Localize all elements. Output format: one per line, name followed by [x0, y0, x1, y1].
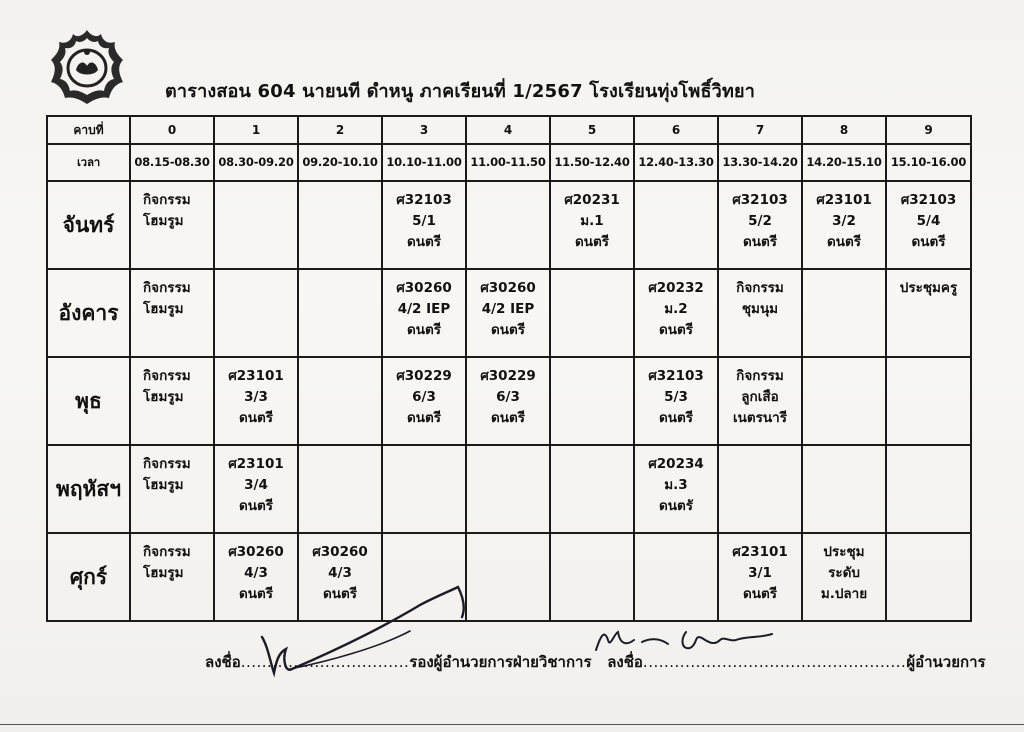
day-name: พฤหัสฯ: [47, 445, 130, 533]
period-number-5: 5: [550, 116, 634, 144]
period-number-8: 8: [802, 116, 886, 144]
cell-line: 4/2 IEP: [481, 301, 535, 317]
cell-line: กิจกรรม: [143, 456, 191, 472]
cell-line: ชุมนุม: [741, 301, 779, 317]
period-time-3: 10.10-11.00: [382, 144, 466, 181]
day-row: [47, 269, 971, 357]
schedule-table: [46, 115, 972, 622]
schedule-cell: [298, 269, 382, 357]
schedule-cell: [550, 269, 634, 357]
schedule-cell: [466, 445, 550, 533]
cell-line: โฮมรูม: [143, 213, 184, 229]
period-time-7: 13.30-14.20: [718, 144, 802, 181]
schedule-cell: [802, 269, 886, 357]
schedule-cell: [466, 357, 550, 445]
schedule-cell: [886, 181, 971, 269]
cell-line: 5/3: [664, 389, 688, 405]
cell-line: เนตรนารี: [733, 410, 787, 426]
schedule-cell: [634, 357, 718, 445]
day-name: อังคาร: [47, 269, 130, 357]
cell-line: 3/3: [244, 389, 268, 405]
cell-line: 3/2: [832, 213, 856, 229]
schedule-cell: [718, 445, 802, 533]
cell-line: ศ23101: [732, 544, 788, 560]
schedule-cell: [634, 181, 718, 269]
time-label: เวลา: [47, 144, 130, 181]
schedule-cell: [130, 445, 214, 533]
period-header-row: [47, 116, 971, 144]
cell-line: ดนตรี: [742, 234, 777, 250]
cell-line: ประชุม: [823, 544, 865, 560]
cell-line: ศ23101: [816, 192, 872, 208]
cell-line: ดนตรี: [238, 410, 273, 426]
cell-line: ดนตรี: [742, 586, 777, 602]
schedule-cell: [382, 357, 466, 445]
schedule-cell: [550, 181, 634, 269]
schedule-cell: [298, 357, 382, 445]
day-row: [47, 357, 971, 445]
cell-line: ดนตรี: [574, 234, 609, 250]
schedule-cell: [886, 445, 971, 533]
period-time-5: 11.50-12.40: [550, 144, 634, 181]
cell-line: ศ23101: [228, 368, 284, 384]
signature-line: [205, 650, 986, 674]
schedule-cell: [130, 269, 214, 357]
sign-dots-1: ................................: [240, 653, 410, 671]
schedule-cell: [130, 533, 214, 621]
cell-line: ศ20231: [564, 192, 620, 208]
schedule-cell: [802, 445, 886, 533]
schedule-cell: [886, 357, 971, 445]
cell-line: 4/3: [328, 565, 352, 581]
period-time-0: 08.15-08.30: [130, 144, 214, 181]
cell-line: 6/3: [496, 389, 520, 405]
cell-line: 5/2: [748, 213, 772, 229]
cell-line: ดนตรี: [658, 410, 693, 426]
schedule-cell: [382, 445, 466, 533]
cell-line: ม.2: [664, 301, 688, 317]
cell-line: ศ32103: [396, 192, 452, 208]
schedule-cell: [550, 357, 634, 445]
schedule-cell: [298, 445, 382, 533]
cell-line: ม.3: [664, 477, 688, 493]
sign-label-1: ลงชื่อ: [205, 653, 241, 671]
page-title: ตารางสอน 604 นายนที ดำหนู ภาคเรียนที่ 1/2567 โรงเรียนทุ่งโพธิ์วิทยา: [165, 81, 756, 102]
cell-line: โฮมรูม: [143, 389, 184, 405]
cell-line: กิจกรรม: [736, 368, 784, 384]
cell-line: โฮมรูม: [143, 301, 184, 317]
day-name: พุธ: [47, 357, 130, 445]
period-label: คาบที่: [47, 116, 130, 144]
bottom-divider: [0, 724, 1024, 725]
schedule-cell: [214, 357, 298, 445]
cell-line: ศ20234: [648, 456, 704, 472]
day-row: [47, 445, 971, 533]
cell-line: 3/1: [748, 565, 772, 581]
cell-line: โฮมรูม: [143, 565, 184, 581]
cell-line: ศ30260: [480, 280, 536, 296]
sign-label-2: ลงชื่อ: [607, 653, 643, 671]
day-name: ศุกร์: [47, 533, 130, 621]
cell-line: ศ23101: [228, 456, 284, 472]
schedule-cell: [214, 181, 298, 269]
period-time-6: 12.40-13.30: [634, 144, 718, 181]
time-header-row: [47, 144, 971, 181]
cell-line: ดนตรี: [322, 586, 357, 602]
schedule-cell: [802, 533, 886, 621]
cell-line: ศ30260: [228, 544, 284, 560]
period-number-9: 9: [886, 116, 971, 144]
cell-line: ดนตรี: [406, 234, 441, 250]
cell-line: กิจกรรม: [143, 192, 191, 208]
cell-line: กิจกรรม: [143, 544, 191, 560]
period-time-1: 08.30-09.20: [214, 144, 298, 181]
cell-line: ม.1: [580, 213, 604, 229]
period-number-6: 6: [634, 116, 718, 144]
sign-dots-2: ..................................................: [642, 653, 907, 671]
cell-line: 4/2 IEP: [397, 301, 451, 317]
cell-line: ศ30260: [396, 280, 452, 296]
cell-line: 3/4: [244, 477, 268, 493]
cell-line: ศ30229: [480, 368, 536, 384]
cell-line: ดนตรี: [490, 322, 525, 338]
schedule-cell: [550, 533, 634, 621]
cell-line: กิจกรรม: [143, 280, 191, 296]
schedule-cell: [634, 533, 718, 621]
period-number-1: 1: [214, 116, 298, 144]
schedule-cell: [718, 533, 802, 621]
cell-line: ศ32103: [732, 192, 788, 208]
schedule-cell: [298, 181, 382, 269]
schedule-cell: [130, 357, 214, 445]
period-time-4: 11.00-11.50: [466, 144, 550, 181]
cell-line: 5/1: [412, 213, 436, 229]
schedule-cell: [718, 357, 802, 445]
day-row: [47, 181, 971, 269]
cell-line: ดนตรี: [238, 586, 273, 602]
period-time-9: 15.10-16.00: [886, 144, 971, 181]
vice-director-role: รองผู้อำนวยการฝ่ายวิชาการ: [409, 653, 592, 671]
schedule-cell: [130, 181, 214, 269]
schedule-cell: [550, 445, 634, 533]
cell-line: ลูกเสือ: [741, 389, 779, 405]
schedule-cell: [634, 269, 718, 357]
cell-line: ระดับ: [828, 565, 860, 581]
period-number-2: 2: [298, 116, 382, 144]
day-name: จันทร์: [47, 181, 130, 269]
schedule-cell: [718, 269, 802, 357]
cell-line: กิจกรรม: [143, 368, 191, 384]
period-number-4: 4: [466, 116, 550, 144]
period-number-0: 0: [130, 116, 214, 144]
cell-line: ดนตรั: [658, 498, 693, 514]
cell-line: ดนตรี: [911, 234, 946, 250]
schedule-cell: [214, 445, 298, 533]
cell-line: ดนตรี: [406, 322, 441, 338]
schedule-cell: [214, 269, 298, 357]
cell-line: ประชุมครู: [899, 280, 958, 296]
schedule-cell: [466, 181, 550, 269]
period-number-7: 7: [718, 116, 802, 144]
day-row: [47, 533, 971, 621]
school-emblem-icon: [47, 26, 127, 106]
cell-line: ศ20232: [648, 280, 704, 296]
schedule-cell: [802, 357, 886, 445]
schedule-cell: [466, 269, 550, 357]
cell-line: ดนตรี: [658, 322, 693, 338]
cell-line: 5/4: [916, 213, 941, 229]
period-time-2: 09.20-10.10: [298, 144, 382, 181]
schedule-cell: [886, 533, 971, 621]
cell-line: ศ30229: [396, 368, 452, 384]
cell-line: กิจกรรม: [736, 280, 784, 296]
cell-line: ดนตรี: [826, 234, 861, 250]
schedule-cell: [382, 269, 466, 357]
schedule-cell: [718, 181, 802, 269]
period-number-3: 3: [382, 116, 466, 144]
schedule-cell: [382, 181, 466, 269]
cell-line: ดนตรี: [490, 410, 525, 426]
cell-line: ม.ปลาย: [820, 586, 868, 602]
schedule-cell: [634, 445, 718, 533]
cell-line: 6/3: [412, 389, 436, 405]
cell-line: 4/3: [244, 565, 268, 581]
cell-line: โฮมรูม: [143, 477, 184, 493]
cell-line: ดนตรี: [406, 410, 441, 426]
schedule-cell: [886, 269, 971, 357]
cell-line: ศ32103: [648, 368, 704, 384]
period-time-8: 14.20-15.10: [802, 144, 886, 181]
schedule-cell: [802, 181, 886, 269]
cell-line: ศ30260: [312, 544, 368, 560]
director-role: ผู้อำนวยการ: [906, 653, 986, 671]
cell-line: ศ32103: [900, 192, 957, 208]
cell-line: ดนตรี: [238, 498, 273, 514]
